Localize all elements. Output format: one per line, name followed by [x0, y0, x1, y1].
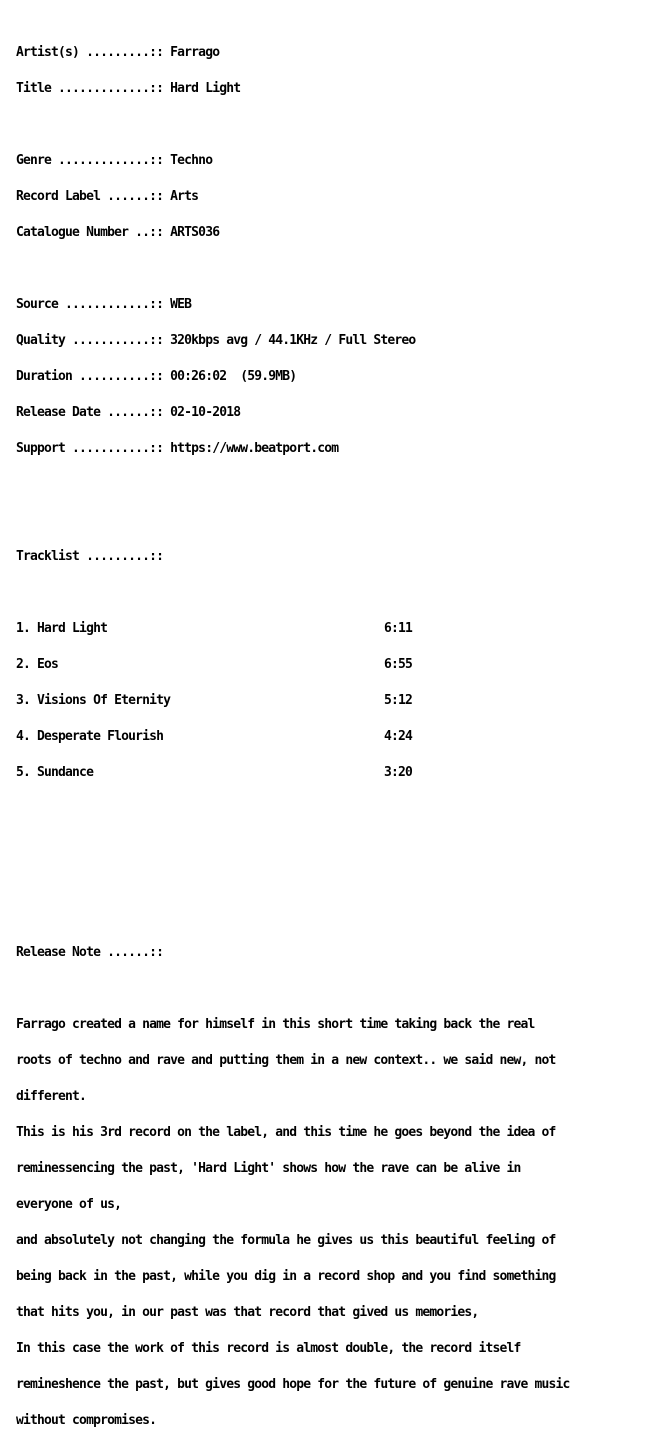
info-row-quality: [16, 335, 570, 347]
blank-line: [16, 803, 570, 815]
release-note-line: remineshence the past, but gives good hope for the future of genuine rave music: [16, 1377, 570, 1392]
track-row: [16, 659, 570, 671]
info-value-label: Arts: [170, 189, 199, 204]
info-row-artist: [16, 47, 570, 59]
release-note-line: different.: [16, 1089, 87, 1104]
release-note-line: being back in the past, while you dig in a record shop and you find something: [16, 1269, 556, 1284]
track-time: 6:11: [384, 621, 413, 636]
track-row: [16, 731, 570, 743]
track-name: 1. Hard Light: [16, 621, 108, 636]
nfo-document: [16, 23, 570, 1439]
release-note-line: and absolutely not changing the formula he gives us this beautiful feeling of: [16, 1233, 556, 1248]
blank-line: [16, 263, 570, 275]
release-note-line: This is his 3rd record on the label, and this time he goes beyond the idea of: [16, 1125, 556, 1140]
info-key: Support ...........::: [16, 441, 171, 456]
info-value-artist: Farrago: [170, 45, 220, 60]
info-value-support: https://www.beatport.com: [170, 441, 339, 456]
info-value-title: Hard Light: [170, 81, 241, 96]
release-note-line: Farrago created a name for himself in this short time taking back the real: [16, 1017, 535, 1032]
track-name: 4. Desperate Flourish: [16, 729, 164, 744]
info-key: Catalogue Number ..::: [16, 225, 171, 240]
info-value-quality: 320kbps avg / 44.1KHz / Full Stereo: [170, 333, 416, 348]
info-key: Title .............::: [16, 81, 171, 96]
release-note-line: In this case the work of this record is almost double, the record itself: [16, 1341, 521, 1356]
info-row-source: [16, 299, 570, 311]
info-key: Release Date ......::: [16, 405, 171, 420]
info-value-release-date: 02-10-2018: [170, 405, 241, 420]
info-key: Genre .............::: [16, 153, 171, 168]
info-row-title: [16, 83, 570, 95]
tracklist-header: Tracklist .........::: [16, 549, 164, 564]
track-row: [16, 623, 570, 635]
track-time: 5:12: [384, 693, 413, 708]
track-time: 6:55: [384, 657, 413, 672]
info-key: Record Label ......::: [16, 189, 171, 204]
track-row: [16, 695, 570, 707]
info-key: Duration ..........::: [16, 369, 171, 384]
info-key: Source ............::: [16, 297, 171, 312]
info-row-duration: [16, 371, 570, 383]
blank-line: [16, 983, 570, 995]
info-row-support: [16, 443, 570, 455]
release-note-header: Release Note ......::: [16, 945, 164, 960]
info-row-catalogue: [16, 227, 570, 239]
blank-line: [16, 587, 570, 599]
track-row: [16, 767, 570, 779]
info-key: Artist(s) .........::: [16, 45, 171, 60]
track-name: 3. Visions Of Eternity: [16, 693, 171, 708]
track-name: 5. Sundance: [16, 765, 94, 780]
blank-line: [16, 911, 570, 923]
blank-line: [16, 479, 570, 491]
release-note-line: without compromises.: [16, 1413, 157, 1428]
track-time: 3:20: [384, 765, 413, 780]
release-note-line: everyone of us,: [16, 1197, 122, 1212]
track-time: 4:24: [384, 729, 413, 744]
blank-line: [16, 515, 570, 527]
info-value-catalogue: ARTS036: [170, 225, 220, 240]
blank-line: [16, 119, 570, 131]
info-row-label: [16, 191, 570, 203]
release-note-line: that hits you, in our past was that record that gived us memories,: [16, 1305, 479, 1320]
info-value-duration: 00:26:02 (59.9MB): [170, 369, 297, 384]
info-value-source: WEB: [170, 297, 192, 312]
info-row-genre: [16, 155, 570, 167]
info-value-genre: Techno: [170, 153, 213, 168]
info-row-release-date: [16, 407, 570, 419]
release-note-line: roots of techno and rave and putting them in a new context.. we said new, not: [16, 1053, 556, 1068]
blank-line: [16, 875, 570, 887]
track-name: 2. Eos: [16, 657, 59, 672]
blank-line: [16, 839, 570, 851]
release-note-line: reminessencing the past, 'Hard Light' shows how the rave can be alive in: [16, 1161, 521, 1176]
info-key: Quality ...........::: [16, 333, 171, 348]
